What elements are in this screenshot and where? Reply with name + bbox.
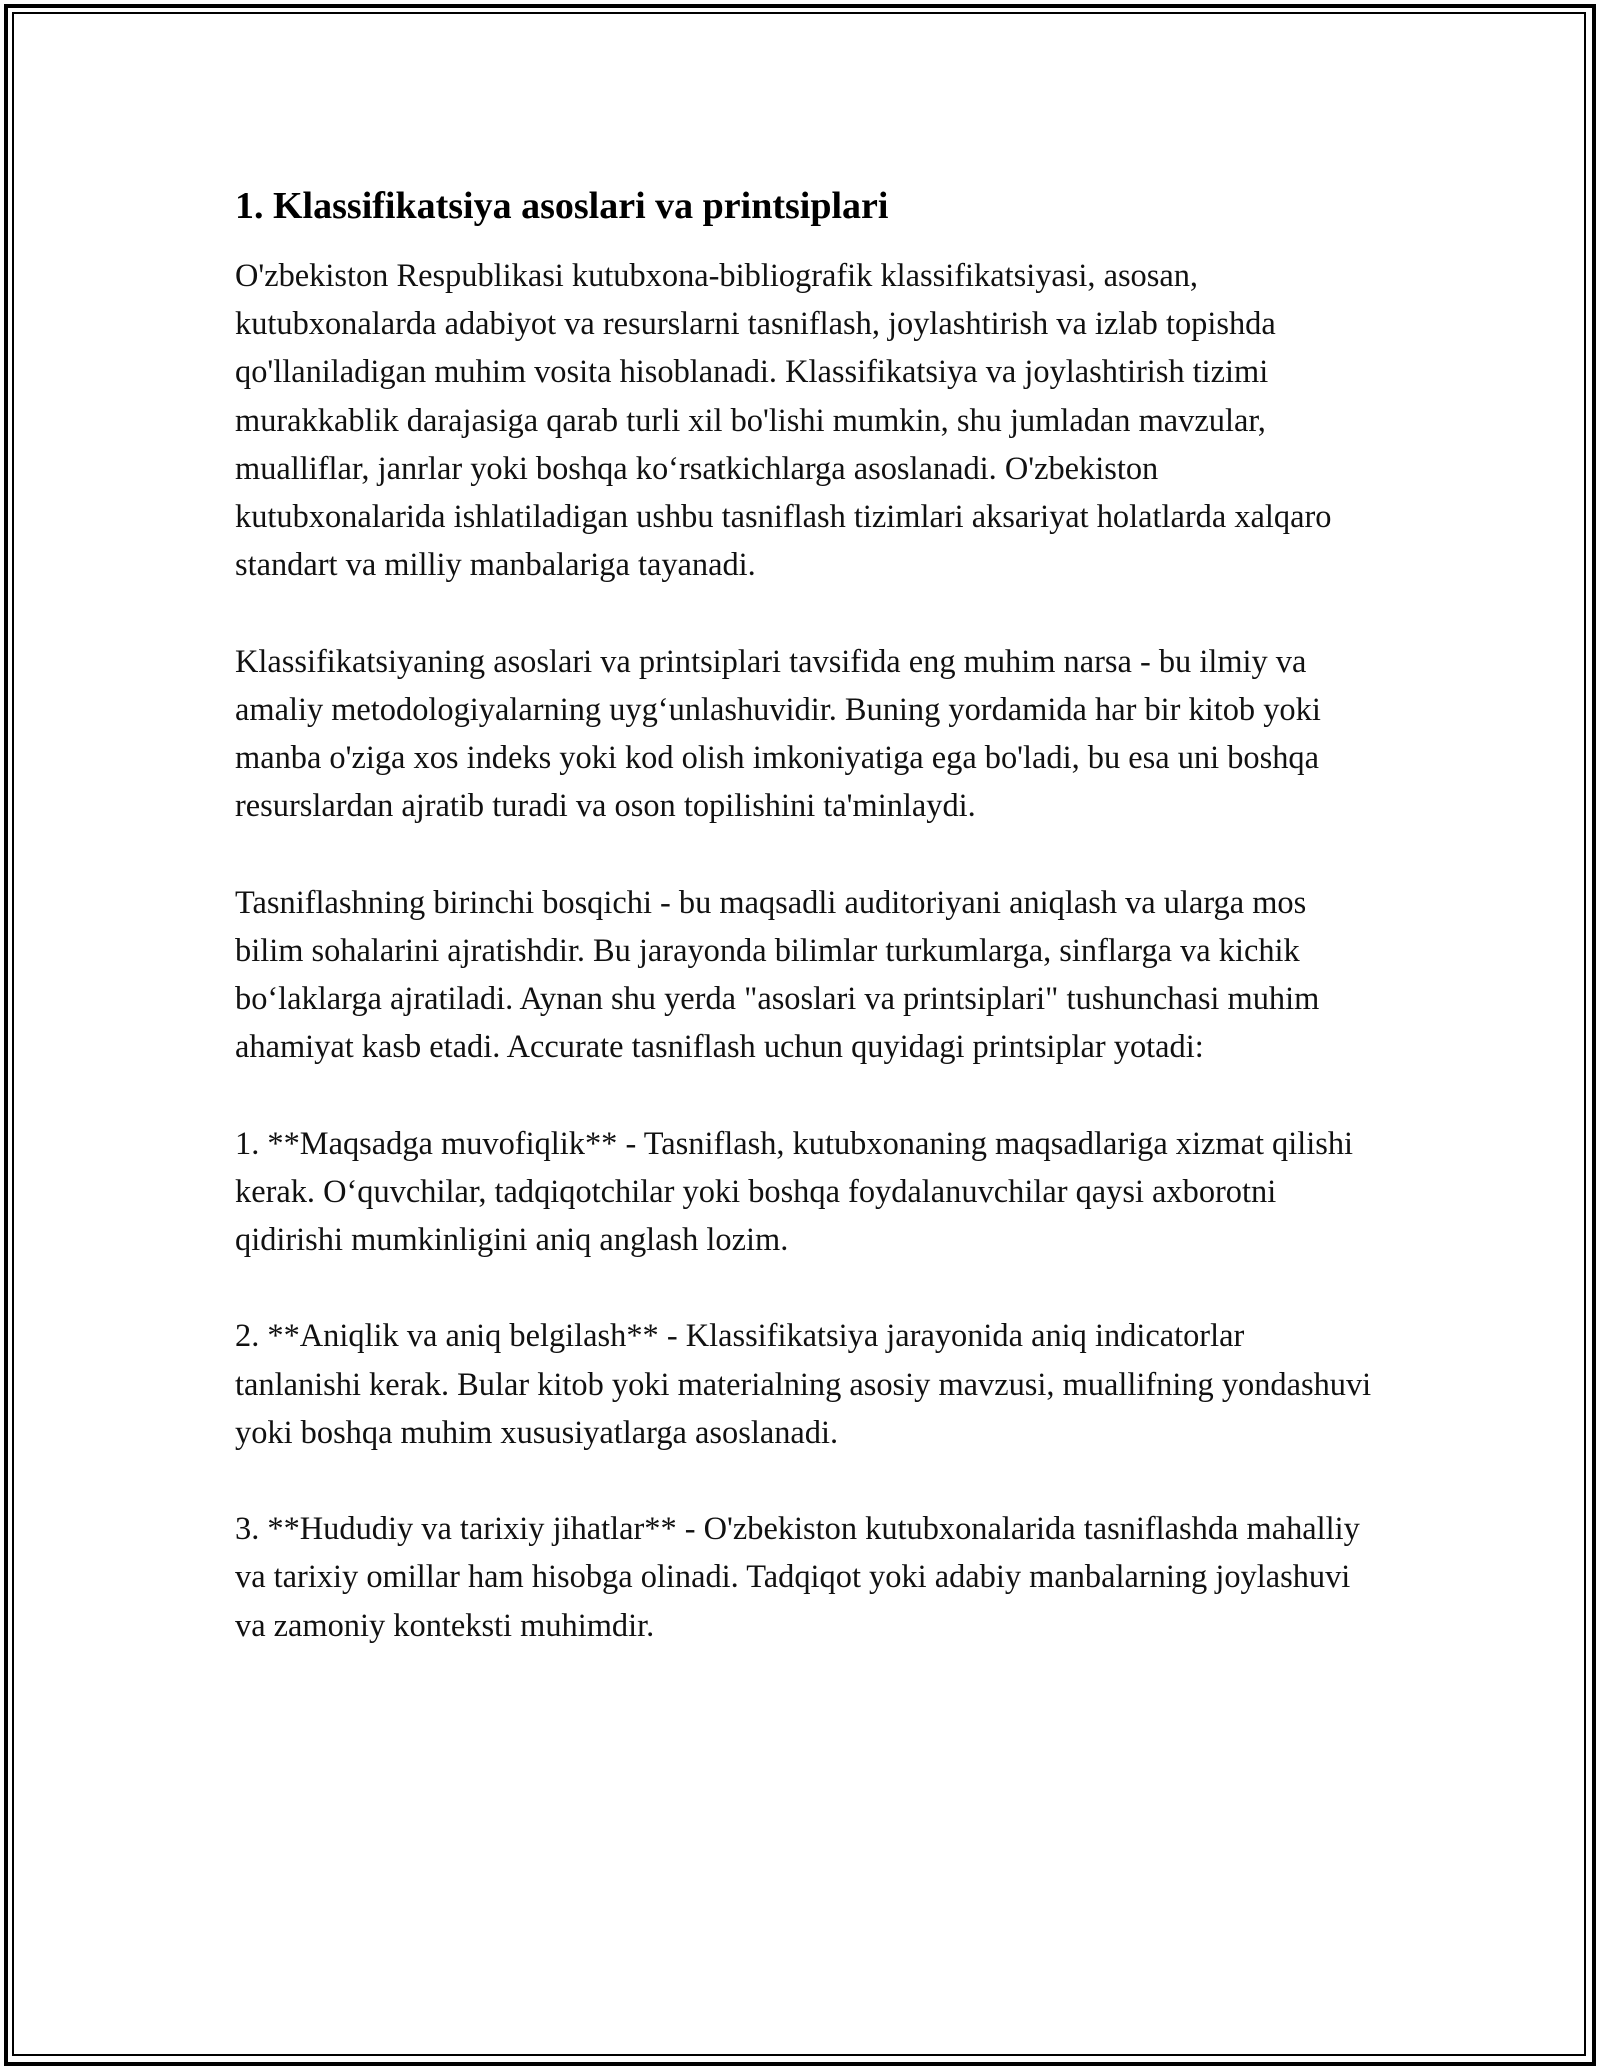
section-heading: 1. Klassifikatsiya asoslari va printsiplari (235, 185, 889, 227)
document-body (235, 182, 1375, 1698)
paragraph-first-stage: Tasniflashning birinchi bosqichi - bu maqsadli auditoriyani aniqlash va ularga mos bilim sohalarini ajratishdir. Bu jarayonda bilimlar turkumlarga, sinflarga va kichik bo‘laklarga ajratiladi. Aynan shu yerda "asoslari va printsiplari" tushunchasi muhim ahamiyat kasb etadi. Accurate tasniflash uchun quyidagi printsiplar yotadi: (235, 884, 1320, 1066)
list-item-1: 1. **Maqsadga muvofiqlik** - Tasniflash, kutubxonaning maqsadlariga xizmat qilishi kerak. O‘quvchilar, tadqiqotchilar yoki boshqa foydalanuvchilar qaysi axborotni qidirishi mumkinligini aniq anglash lozim. (235, 1125, 1354, 1259)
list-item-3: 3. **Hududiy va tarixiy jihatlar** - O'zbekiston kutubxonalarida tasniflashda mahalliy va tarixiy omillar ham hisobga olinadi. Tadqiqot yoki adabiy manbalarning joylashuvi va zamoniy konteksti muhimdir. (235, 1511, 1360, 1644)
list-item-2: 2. **Aniqlik va aniq belgilash** - Klassifikatsiya jarayonida aniq indicatorlar tanlanishi kerak. Bular kitob yoki materialning asosiy mavzusi, muallifning yondashuvi yoki boshqa muhim xususiyatlarga asoslanadi. (235, 1318, 1372, 1451)
paragraph-intro: O'zbekiston Respublikasi kutubxona-bibliografik klassifikatsiyasi, asosan, kutubxonalarda adabiyot va resurslarni tasniflash, joylashtirish va izlab topishda qo'llaniladigan muhim vosita hisoblanadi. Klassifikatsiya va joylashtirish tizimi murakkablik darajasiga qarab turli xil bo'lishi mumkin, shu jumladan mavzular, mualliflar, janrlar yoki boshqa ko‘rsatkichlarga asoslanadi. O'zbekiston kutubxonalarida ishlatiladigan ushbu tasniflash tizimlari aksariyat holatlarda xalqaro standart va milliy manbalariga tayanadi. (235, 258, 1332, 584)
paragraph-principles: Klassifikatsiyaning asoslari va printsiplari tavsifida eng muhim narsa - bu ilmiy va amaliy metodologiyalarning uyg‘unlashuvidir. Buning yordamida har bir kitob yoki manba o'ziga xos indeks yoki kod olish imkoniyatiga ega bo'ladi, bu esa uni boshqa resurslardan ajratib turadi va oson topilishini ta'minlaydi. (235, 643, 1321, 825)
